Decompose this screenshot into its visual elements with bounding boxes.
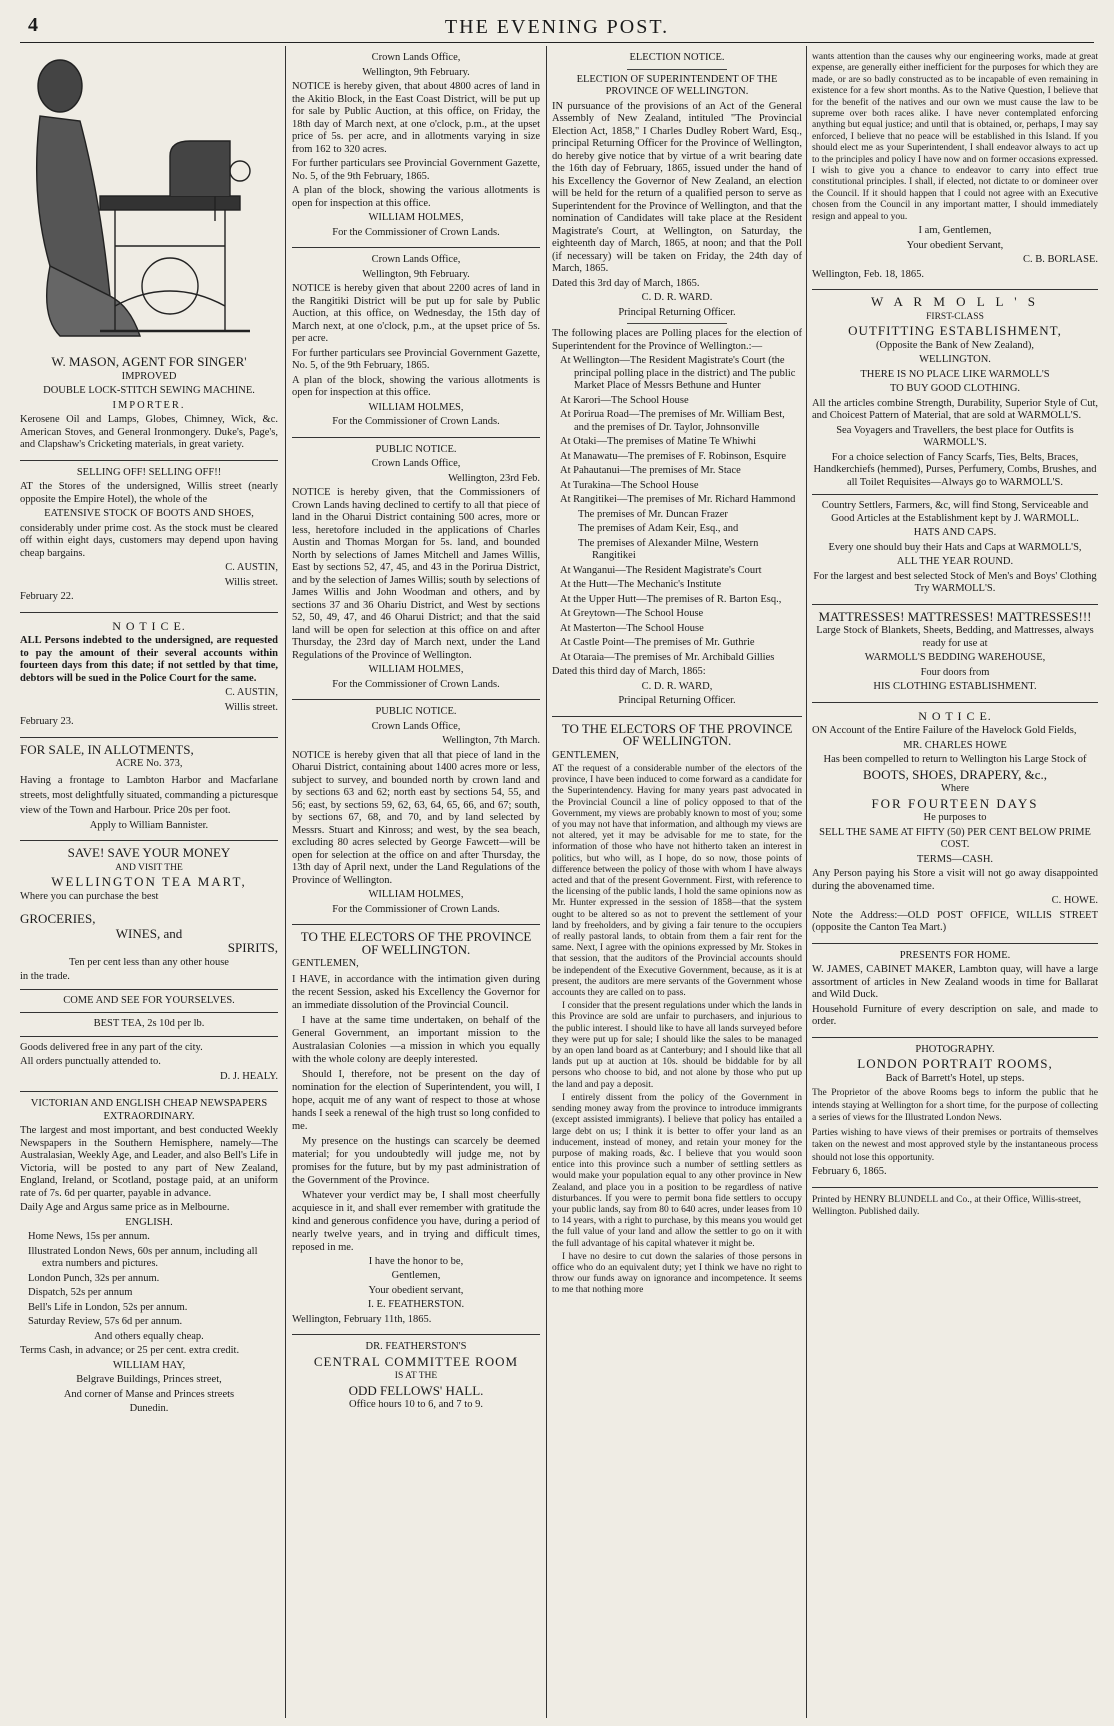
printer-imprint: Printed by HENRY BLUNDELL and Co., at their Office, Willis-street, Wellington. Published daily. xyxy=(812,1194,1082,1218)
tea-mart-ad: SAVE! SAVE YOUR MONEY AND VISIT THE WELLINGTON TEA MART, Where you can purchase the best GROCERIES, WINES, and SPIRITS, Ten per cent less than any other house in the trade. COME AND SEE FOR YOURSELVES. BEST TEA, 2s 10d per lb. Goods delivered free in any part of the city. All orders punctually attended to. D. J. HEALY. xyxy=(20,841,278,1092)
featherston-address: TO THE ELECTORS OF THE PROVINCE OF WELLINGTON. GENTLEMEN, I HAVE, in accordance with the intimation given during the recent Session, asked his Excellency the Governor for an immediate dissolution of the Provincial Council. I have at the same time undertaken, on behalf of the General Government, an important mission to the Australasian Colonies —a mission in which you equally with the whole colony are deeply interested. Should I, therefore, not be present on the day of nomination for the election of Superintendent, you will, I hope, acquit me of any want of respect to those at whose hands I seek a renewal of the high trust so long confided to me. My presence on the hustings can scarcely be deemed material; for you undoubtedly will judge me, not by promises for the future, but by my past administration of the Government of the Province. Whatever your verdict may be, I shall most cheerfully acquiesce in it, and shall ever remember with gratitude the kind and generous confidence you have, during a period of nearly twelve years, and in trying and difficult times, reposed in me. I have the honor to be, Gentlemen, Your obedient servant, I. E. FEATHERSTON. Wellington, February 11th, 1865. xyxy=(292,925,540,1335)
crown-lands-notice-1: Crown Lands Office, Wellington, 9th February. NOTICE is hereby given, that about 4800 acres of land in the Akitio Block, in the East Coast District, will be put up for sale by Public Auction, at this office, on Friday, the 18th day of March next, at one o'clock, p.m., at the upset price of 5s. per acre, and in allotments varying in size from 162 to 320 acres. For further particulars see Provincial Government Gazette, No. 5, of the 9th February, 1865. A plan of the block, showing the various allotments is open for inspection at this office. WILLIAM HOLMES, For the Commissioner of Crown Lands. xyxy=(292,46,540,248)
selling-off-ad: SELLING OFF! SELLING OFF!! AT the Stores of the undersigned, Willis street (nearly opposite the Empire Hotel), the whole of the EATENSIVE STOCK OF BOOTS AND SHOES, considerably under prime cost. As the stock must be cleared off within eight days, customers may depend upon having cheap bargains. C. AUSTIN, Willis street. February 22. xyxy=(20,461,278,613)
howe-notice: N O T I C E. ON Account of the Entire Failure of the Havelock Gold Fields, MR. CHARLES HOWE Has been compelled to return to Wellington his Large Stock of BOOTS, SHOES, DRAPERY, &c., Where FOR FOURTEEN DAYS He purposes to SELL THE SAME AT FIFTY (50) PER CENT BELOW PRIME COST. TERMS—CASH. Any Person paying his Store a visit will not go away disappointed during the abovenamed time. C. HOWE. Note the Address:—OLD POST OFFICE, WILLIS STREET (opposite the Canton Tea Mart.) xyxy=(812,703,1098,944)
column-3 xyxy=(552,46,802,1718)
sewing-machine-icon xyxy=(20,46,278,346)
column-1 xyxy=(20,46,278,1718)
crown-lands-notice-2: Crown Lands Office, Wellington, 9th February. NOTICE is hereby given that about 2200 acres of land in the Rangitiki District will be put up for sale by Public Auction, at this office, on Wednesday, the 15th day of March next, at one o'clock, p.m., at the upset price of 5s. per acre. For further particulars see Provincial Government Gazette, No. 5, of the 9th February, 1865. A plan of the block, showing the various allotments is open for inspection at this office. WILLIAM HOLMES, For the Commissioner of Crown Lands. xyxy=(292,248,540,438)
for-sale-ad: FOR SALE, IN ALLOTMENTS, ACRE No. 373, Having a frontage to Lambton Harbor and Macfarlane streets, most delightfully situated, commanding a picturesque view of the Town and Harbour. Price 20s per foot. Apply to William Bannister. xyxy=(20,738,278,842)
borlase-address-continued: wants attention than the causes why our engineering works, made at great expense, are generally either inefficient for the purposes for which they are made, or are so badly constructed as to be incapable of even remaining in existence for a few short months. As to the Native Question, I believe that for the benefit of the natives and our own we must cause the law to be supreme over both races alike. I have never contemplated enforcing anything but equal justice; and until that is obtained, or, perhaps, I may say enforced, I believe that no peace will be established in this Island. If you should elect me as your Superintendent, I shall endeavor always to act up to the principles and policy I have now and on former occasions expressed. I wish to give you a chance to endeavor to carry into effect true constitutional principles. I shall, if elected, not dictate to or domineer over the Council. If it should happen that I could not agree with an Executive chosen from the Council in any important matter, I should immediately resign and appeal to you. I am, Gentlemen, Your obedient Servant, C. B. BORLASE. Wellington, Feb. 18, 1865. xyxy=(812,46,1098,290)
column-4 xyxy=(812,46,1098,1718)
paper-title: THE EVENING POST. xyxy=(444,16,670,38)
public-notice-oharui-2: PUBLIC NOTICE. Crown Lands Office, Wellington, 7th March. NOTICE is hereby given that all that piece of land in the Oharui District, containing about 1400 acres more or less, subject to survey, and bounded north by crown land and by sections 63 and 62; north east by sections 54, 55, and 56; east, by sections 59, 62, 63, 64, 65, 66, and 67; south, by sections 67, 68, and 70, and by land selected by Messrs. Stuart and Kinross; and west, by the sea beach, excluding 80 acres selected by George Fawcett—will be open for selection at the office on and after Thursday, the 13th day of April next, under the Land Regulations of the Province of Wellington. WILLIAM HOLMES, For the Commissioner of Crown Lands. xyxy=(292,700,540,925)
photography-ad: PHOTOGRAPHY. LONDON PORTRAIT ROOMS, Back of Barrett's Hotel, up steps. The Proprietor of the above Rooms begs to inform the public that he intends staying at Wellington for a short time, for the purpose of collecting a series of views for the Illustrated London News. Parties wishing to have views of their premises or portraits of themselves taken on the newest and most approved style by the instantaneous process should not lose this opportunity. February 6, 1865. xyxy=(812,1038,1098,1188)
singer-ad: W. MASON, AGENT FOR SINGER' IMPROVED DOUBLE LOCK-STITCH SEWING MACHINE. IMPORTER. Kerosene Oil and Lamps, Globes, Chimney, Wick, &c. American Stoves, and General Ironmongery. Duke's, Page's, and Clapshaw's Cricketing materials, in great variety. xyxy=(20,350,278,461)
page-number: 4 xyxy=(28,14,38,36)
column-divider xyxy=(546,46,547,1718)
column-2 xyxy=(292,46,540,1718)
masthead xyxy=(20,8,1094,43)
austin-notice: N O T I C E. ALL Persons indebted to the undersigned, are requested to pay the amount of their several accounts within fourteen days from this date; if not settled by that time, debtors will be sued in the Police Court for the same. C. AUSTIN, Willis street. February 23. xyxy=(20,613,278,738)
column-divider xyxy=(806,46,807,1718)
sewing-machine-illustration xyxy=(20,46,278,346)
victorian-newspapers-ad: VICTORIAN AND ENGLISH CHEAP NEWSPAPERS EXTRAORDINARY. The largest and most important, and best conducted Weekly Newspapers in the Southern Hemisphere, namely—The Australasian, Weekly Age, and Leader, and also Bell's Life in Victoria, will be posted to any part of New Zealand, England, Ireland, or Scotland, postage paid, at an uniform rate of 7s. 6d per quarter, payable in advance. Daily Age and Argus same price as in Melbourne. ENGLISH. Home News, 15s per annum. Illustrated London News, 60s per annum, including all extra numbers and pictures. London Punch, 32s per annum. Dispatch, 52s per annum Bell's Life in London, 52s per annum. Saturday Review, 57s 6d per annum. And others equally cheap. Terms Cash, in advance; or 25 per cent. extra credit. WILLIAM HAY, Belgrave Buildings, Princes street, And corner of Manse and Princes streets Dunedin. xyxy=(20,1098,278,1414)
election-notice: ELECTION NOTICE. ELECTION OF SUPERINTENDENT OF THE PROVINCE OF WELLINGTON. IN pursuance of the provisions of an Act of the General Assembly of New Zealand, intituled "The Provincial Election Act, 1858," I Charles Dudley Robert Ward, Esq., principal Returning Officer for the Province of Wellington, do hereby give notice that by virtue of a writ bearing date the 16th day of February, 1865, issued under the hand of his Excellency the Governor of New Zealand, an election will be held for the return of a qualified person to serve as Superintendent for the Province of Wellington, and that the nomination of Candidates will take place at the Resident Magistrate's Court, at Wellington, on Saturday, the eighteenth day of March, 1865, at noon; and that the Poll (if necessary) will be taken on Friday, the 24th day of March, 1865. Dated this 3rd day of March, 1865. C. D. R. WARD. Principal Returning Officer. The following places are Polling places for the election of Superintendent for the Province of Wellington.:— At Wellington—The Resident Magistrate's Court (the principal polling place in the district) and The public Market Place of Messrs Bethune and Hunter At Karori—The School House At Porirua Road—The premises of Mr. William Best, and the premises of Dr. Taylor, Johnsonville At Otaki—The premises of Matine Te Whiwhi At Manawatu—The premises of F. Robinson, Esquire At Pahautanui—The premises of Mr. Stace At Turakina—The School House At Rangitikei—The premises of Mr. Richard Hammond The premises of Mr. Duncan Frazer The premises of Adam Keir, Esq., and The premises of Alexander Milne, Western Rangitikei At Wanganui—The Resident Magistrate's Court At the Hutt—The Mechanic's Institute At the Upper Hutt—The premises of R. Barton Esq., At Greytown—The School House At Masterton—The School House At Castle Point—The premises of Mr. Guthrie At Otaraia—The premises of Mr. Archibald Gillies Dated this third day of March, 1865: C. D. R. WARD, Principal Returning Officer. xyxy=(552,46,802,717)
presents-ad: PRESENTS FOR HOME. W. JAMES, CABINET MAKER, Lambton quay, will have a large assortment of articles in New Zealand woods in time for Ballarat and Wild Duck. Household Furniture of every description on sale, and made to order. xyxy=(812,944,1098,1038)
borlase-address: TO THE ELECTORS OF THE PROVINCE OF WELLINGTON. GENTLEMEN, AT the request of a considerable number of the electors of the province, I have been induced to come forward as a candidate for the Superintendency. Having for many years past advocated in the Provincial Council a line of policy opposed to that of the Government, my views are probably known to most of you; some of you may not have that information, and although my views are not altered, yet it may be advisable for me to state, for the information of those who have not hitherto taken an interest in politics, but who will, as I hope, do so now, those points of difference between the policy of those with whom I have always acted and that of the present Government. First, with reference to the licensing of the public lands, I hold the same opinions now as Mr. Hunter expressed in the session of 1858—that the system ought to be altered so as not to prevent the settlement of your land by freeholders, and by giving a fair tenure to the occupiers of really pastoral lands, to obtain from them a fair rent for the same. Next, I agree with the opinions expressed by Mr. Stokes in that session, that the auditors of the Provincial accounts should be independent of the Executive Government, because, as it is at present, the auditors are mere servants of the Government whose accounts they are called on to pass. I consider that the present regulations under which the lands in this Province are sold are unfair to purchasers, and injurious to the public interest. I should like to have all lands surveyed before they were put up for sale; I should like the sales to be managed by an open land board as at Canterbury; and I should like that all lands put up at auction at 10s. should be biddable for by all persons who choose to bid, and not alone by those who put up the land and pay a deposit. I entirely dissent from the policy of the Government in sending money away from the province to introduce immigrants (except assisted immigrants). I believe that policy has entailed a large debt on us; I think it is better to offer your land as an inducement, instead of money, and retain your money for the purpose of making roads, &c. I believe that you would soon entice into this province such a number of settling settlers as would make your population equal to any other province in New Zealand, and place you in a position to be regardless of native disturbances. If you were to permit bona fide settlers to occupy your public lands, say from 80 to 640 acres, under leases from 10 to 14 years, with a right to purchase, by this means you would get the full value of your land and allow the settler to go on it with the full advantage of his capital whatever it might be. I have no desire to cut down the salaries of those persons in office who do an equivalent duty; yet I think we have no right to throw our funds away on ignorance and incompetence. It seems to me that nothing more xyxy=(552,720,802,1296)
central-committee-ad: DR. FEATHERSTON'S CENTRAL COMMITTEE ROOM IS AT THE ODD FELLOWS' HALL. Office hours 10 to 6, and 7 to 9. xyxy=(313,1341,519,1410)
column-divider xyxy=(285,46,286,1718)
warmoll-ad: W A R M O L L ' S FIRST-CLASS OUTFITTING ESTABLISHMENT, (Opposite the Bank of New Zealand), WELLINGTON. THERE IS NO PLACE LIKE WARMOLL'S TO BUY GOOD CLOTHING. All the articles combine Strength, Durability, Superior Style of Cut, and Choicest Pattern of Material, that are sold at WARMOLL'S. Sea Voyagers and Travellers, the best place for Outfits is WARMOLL'S. For a choice selection of Fancy Scarfs, Ties, Belts, Braces, Handkerchiefs (hemmed), Purses, Perfumery, Combs, Brushes, and all Toilet Requisites—Always go to WARMOLL'S. Country Settlers, Farmers, &c, will find Stong, Serviceable and Good Articles at the Establishment kept by J. WARMOLL. HATS AND CAPS. Every one should buy their Hats and Caps at WARMOLL'S, ALL THE YEAR ROUND. For the largest and best selected Stock of Men's and Boys' Clothing Try WARMOLL'S. xyxy=(812,290,1098,605)
mattresses-ad: MATTRESSES! MATTRESSES! MATTRESSES!!! Large Stock of Blankets, Sheets, Bedding, and Mattresses, always ready for use at WARMOLL'S BEDDING WAREHOUSE, Four doors from HIS CLOTHING ESTABLISHMENT. xyxy=(812,605,1098,703)
public-notice-oharui: PUBLIC NOTICE. Crown Lands Office, Wellington, 23rd Feb. NOTICE is hereby given, that the Commissioners of Crown Lands having declined to certify to all that piece of land in the Oharui District containing 500 acres, more or less, heretofore included in the applications of Charles Austin and Thomas Morgan for 5s. land, and bounded North by selections of James Mitchell and James Willis, East by sections 52, 47, 45, and 43 in the Porirua District, and by the selection of James Willis; south by selections of James Willis and John Woodman and others, and by sections 37 and 36 Ohariu District, and West by sections 52, 50, 49, 47, and 46 Oharui District; and that the said land will be open for selection at this office on and after Thursday, the 23rd day of March next, under the Land Regulations of the Province of Wellington. WILLIAM HOLMES, For the Commissioner of Crown Lands. xyxy=(292,438,540,701)
